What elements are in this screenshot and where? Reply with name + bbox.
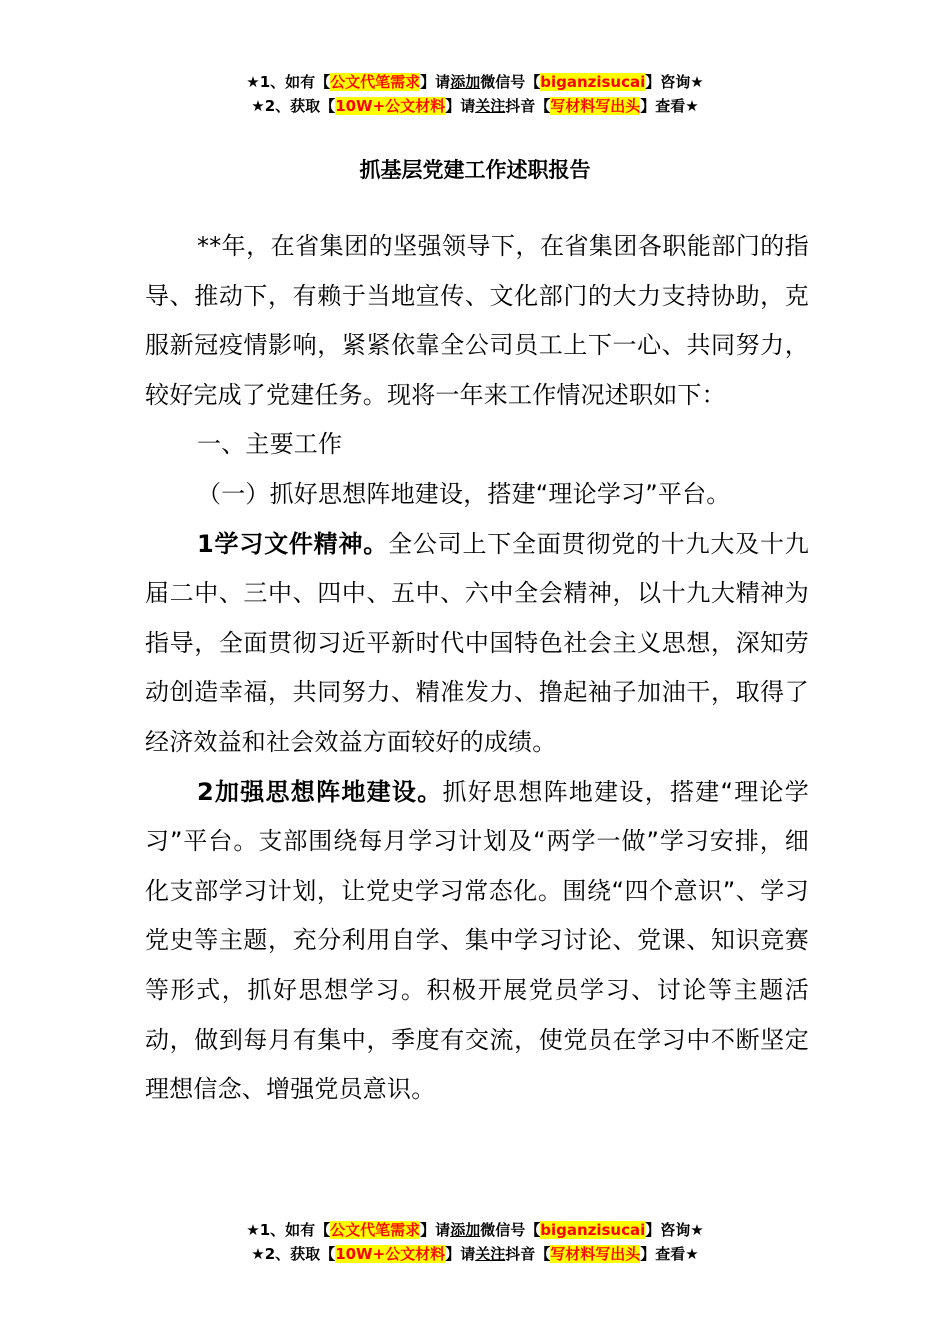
- banner-line-2: [0, 94, 950, 118]
- banner-text: ★2、获取【: [251, 1245, 336, 1263]
- banner-douyin-name: 写材料写出头: [550, 97, 641, 115]
- banner-underlined: 关注: [475, 1245, 506, 1263]
- banner-douyin-name: 写材料写出头: [550, 1245, 641, 1263]
- item-1-text: 全公司上下全面贯彻党的十九大及十九届二中、三中、四中、五中、六中全会精神，以十九大精神为指导，全面贯彻习近平新时代中国特色社会主义思想，深知劳动创造幸福，共同努力、精准发力、撸起袖子加油干，取得了经济效益和社会效益方面较好的成绩。: [145, 529, 809, 756]
- item-2-text: 抓好思想阵地建设，搭建“理论学习”平台。支部围绕每月学习计划及“两学一做”学习安排，细化支部学习计划，让党史学习常态化。围绕“四个意识”、学习党史等主题，充分利用自学、集中学习讨论、党课、知识竞赛等形式，抓好思想学习。积极开展党员学习、讨论等主题活动，做到每月有集中，季度有交流，使党员在学习中不断坚定理想信念、增强党员意识。: [145, 777, 810, 1104]
- banner-underlined: 关注: [475, 97, 506, 115]
- subsection-heading: （一）抓好思想阵地建设，搭建“理论学习”平台。: [197, 479, 731, 508]
- banner-underlined: 添加: [450, 73, 481, 91]
- banner-text: 】咨询★: [645, 1221, 704, 1239]
- banner-text: 抖音【: [505, 97, 551, 115]
- banner-wechat-id: biganzisucai: [540, 1221, 646, 1239]
- section-heading: 一、主要工作: [197, 430, 343, 459]
- banner-text: 】查看★: [640, 97, 699, 115]
- banner-text: 】请: [445, 1245, 476, 1263]
- banner-highlight: 公文代笔需求: [330, 1221, 421, 1239]
- item-1-lead: 1学习文件精神。: [197, 529, 389, 558]
- banner-line-1: [0, 1218, 950, 1242]
- document-body: [145, 222, 809, 1115]
- paragraph-item-2: [145, 768, 809, 1115]
- banner-highlight: 10W+公文材料: [335, 1245, 446, 1263]
- banner-text: ★2、获取【: [251, 97, 336, 115]
- banner-wechat-id: biganzisucai: [540, 73, 646, 91]
- banner-text: 】查看★: [640, 1245, 699, 1263]
- banner-text: 微信号【: [480, 73, 541, 91]
- banner-line-2: [0, 1242, 950, 1266]
- banner-underlined: 添加: [450, 1221, 481, 1239]
- banner-text: 抖音【: [505, 1245, 551, 1263]
- banner-text: 】请: [420, 1221, 451, 1239]
- paragraph-intro: **年，在省集团的坚强领导下，在省集团各职能部门的指导、推动下，有赖于当地宣传、文化部门的大力支持协助，克服新冠疫情影响，紧紧依靠全公司员工上下一心、共同努力，较好完成了党建任务。现将一年来工作情况述职如下：: [145, 232, 809, 409]
- paragraph-item-1: [145, 520, 809, 768]
- banner-highlight: 10W+公文材料: [335, 97, 446, 115]
- banner-text: 】请: [445, 97, 476, 115]
- footer-banner: [0, 1218, 950, 1266]
- banner-text: ★1、如有【: [246, 1221, 331, 1239]
- banner-text: 】咨询★: [645, 73, 704, 91]
- banner-text: 微信号【: [480, 1221, 541, 1239]
- banner-text: ★1、如有【: [246, 73, 331, 91]
- banner-line-1: [0, 70, 950, 94]
- item-2-lead: 2加强思想阵地建设。: [197, 777, 443, 806]
- banner-highlight: 公文代笔需求: [330, 73, 421, 91]
- document-title: 抓基层党建工作述职报告: [359, 158, 591, 182]
- header-banner: [0, 70, 950, 118]
- banner-text: 】请: [420, 73, 451, 91]
